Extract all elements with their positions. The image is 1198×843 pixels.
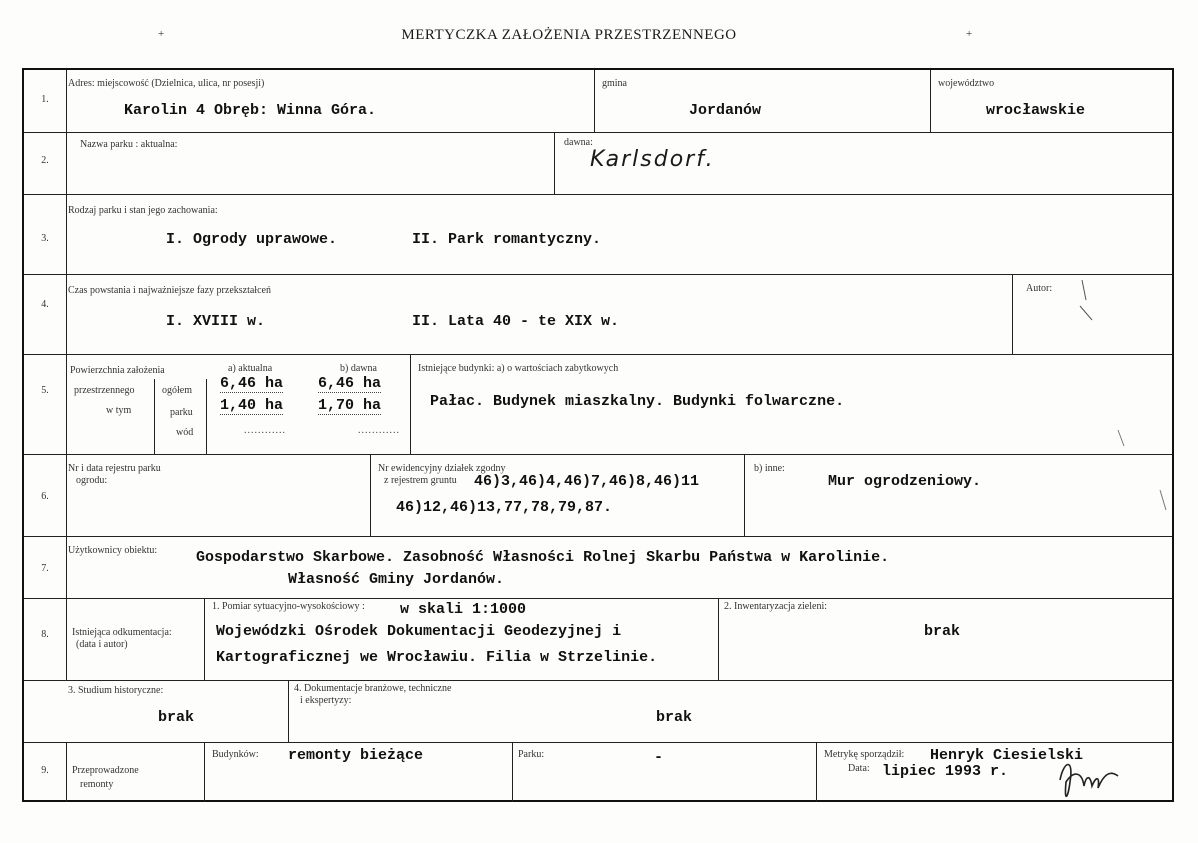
total-current-value: 6,46 ha (220, 375, 284, 392)
made-by-label: Metrykę sporządził: (824, 749, 905, 760)
survey-value-3: Kartograficznej we Wrocławiu. Filia w Strzelinie. (216, 649, 658, 666)
row-number: 2. (41, 155, 49, 166)
row-history (24, 274, 1172, 354)
of-which-label: w tym (106, 405, 132, 416)
gmina-label: gmina (602, 78, 627, 89)
technical-docs-label: 4. Dokumentacje branżowe, techniczne (294, 683, 452, 694)
plots-label: Nr ewidencyjny działek zgodny (378, 463, 506, 474)
renovation-park-value: - (654, 749, 664, 766)
plots-value-1: 46)3,46)4,46)7,46)8,46)11 (474, 473, 700, 490)
documentation-label: Istniejąca odkumentacja: (72, 627, 172, 638)
voivodeship-label: województwo (938, 78, 995, 89)
address-value: Karolin 4 Obręb: Winna Góra. (124, 102, 377, 119)
plots-value-2: 46)12,46)13,77,78,79,87. (396, 499, 613, 516)
voivodeship-value: wrocławskie (986, 102, 1086, 119)
gmina-value: Jordanów (689, 102, 762, 119)
date-label: Data: (848, 763, 870, 774)
water-former-value: ............ (358, 425, 400, 436)
renovation-buildings-value: remonty bieżące (288, 747, 424, 764)
row-address (24, 70, 1172, 132)
row-number: 8. (41, 629, 49, 640)
buildings-label: Istniejące budynki: a) o wartościach zabytkowych (418, 363, 619, 374)
renovation-park-label: Parku: (518, 749, 545, 760)
author-label: Autor: (1026, 283, 1053, 294)
registration-mark: + (966, 28, 973, 40)
former-label: b) dawna (340, 363, 377, 374)
other-value: Mur ogrodzeniowy. (828, 473, 982, 490)
total-former-value: 6,46 ha (318, 375, 382, 392)
registration-mark: + (158, 28, 165, 40)
former-name-label: dawna: (564, 137, 593, 148)
spatial-label: przestrzennego (74, 385, 135, 396)
row-studies (24, 680, 1172, 742)
area-label: Powierzchnia założenia (70, 365, 165, 376)
plots-label-2: z rejestrem gruntu (384, 475, 457, 486)
survey-value-2: Wojewódzki Ośrodek Dokumentacji Geodezyjnej i (216, 623, 622, 640)
history-study-label: 3. Studium historyczne: (68, 685, 164, 696)
former-name-value: Karlsdorf. (590, 147, 715, 172)
users-label: Użytkownicy obiektu: (68, 545, 158, 556)
row-number: 5. (41, 385, 49, 396)
row-park-name (24, 132, 1172, 194)
row-number: 3. (41, 233, 49, 244)
row-number: 4. (41, 299, 49, 310)
buildings-value: Pałac. Budynek miaszkalny. Budynki folwarczne. (430, 393, 845, 410)
park-type-label: Rodzaj parku i stan jego zachowania: (68, 205, 218, 216)
survey-label: 1. Pomiar sytuacyjno-wysokościowy : (212, 601, 365, 612)
park-label: parku (170, 407, 193, 418)
row-number: 6. (41, 491, 49, 502)
survey-value: w skali 1:1000 (400, 601, 527, 618)
other-label: b) inne: (754, 463, 785, 474)
park-type-value-2: II. Park romantyczny. (412, 231, 602, 248)
history-value-1: I. XVIII w. (166, 313, 266, 330)
park-current-value: 1,40 ha (220, 397, 284, 414)
renovations-label: Przeprowadzone (72, 765, 139, 776)
water-label: wód (176, 427, 194, 438)
row-registry (24, 454, 1172, 536)
renovation-buildings-label: Budynków: (212, 749, 259, 760)
water-current-value: ............ (244, 425, 286, 436)
row-documentation (24, 598, 1172, 680)
current-label: a) aktualna (228, 363, 273, 374)
row-renovations (24, 742, 1172, 802)
row-park-type (24, 194, 1172, 274)
park-name-label: Nazwa parku : aktualna: (80, 139, 178, 150)
form-title: MERTYCZKA ZAŁOŻENIA PRZESTRZENNEGO (401, 27, 737, 43)
row-area (24, 354, 1172, 454)
history-label: Czas powstania i najważniejsze fazy przekształceń (68, 285, 271, 296)
park-type-value-1: I. Ogrody uprawowe. (166, 231, 338, 248)
history-value-2: II. Lata 40 - te XIX w. (412, 313, 620, 330)
technical-docs-label-2: i ekspertyzy: (300, 695, 352, 706)
date-value: lipiec 1993 r. (882, 763, 1009, 780)
park-former-value: 1,70 ha (318, 397, 382, 414)
row-number: 7. (41, 563, 49, 574)
documentation-label-2: (data i autor) (76, 639, 128, 650)
registry-label-2: ogrodu: (76, 475, 108, 486)
total-label: ogółem (162, 385, 192, 396)
history-study-value: brak (158, 709, 195, 726)
greenery-value: brak (924, 623, 961, 640)
registry-label: Nr i data rejestru parku (68, 463, 161, 474)
renovations-label-2: remonty (80, 779, 114, 790)
row-users (24, 536, 1172, 598)
greenery-label: 2. Inwentaryzacja zieleni: (724, 601, 827, 612)
technical-docs-value: brak (656, 709, 693, 726)
made-by-value: Henryk Ciesielski (930, 747, 1084, 764)
record-form (22, 68, 1174, 802)
users-value-2: Własność Gminy Jordanów. (288, 571, 505, 588)
row-number: 9. (41, 765, 49, 776)
users-value-1: Gospodarstwo Skarbowe. Zasobność Własności Rolnej Skarbu Państwa w Karolinie. (196, 549, 890, 566)
address-label: Adres: miejscowość (Dzielnica, ulica, nr posesji) (68, 78, 265, 89)
row-number: 1. (41, 94, 49, 105)
